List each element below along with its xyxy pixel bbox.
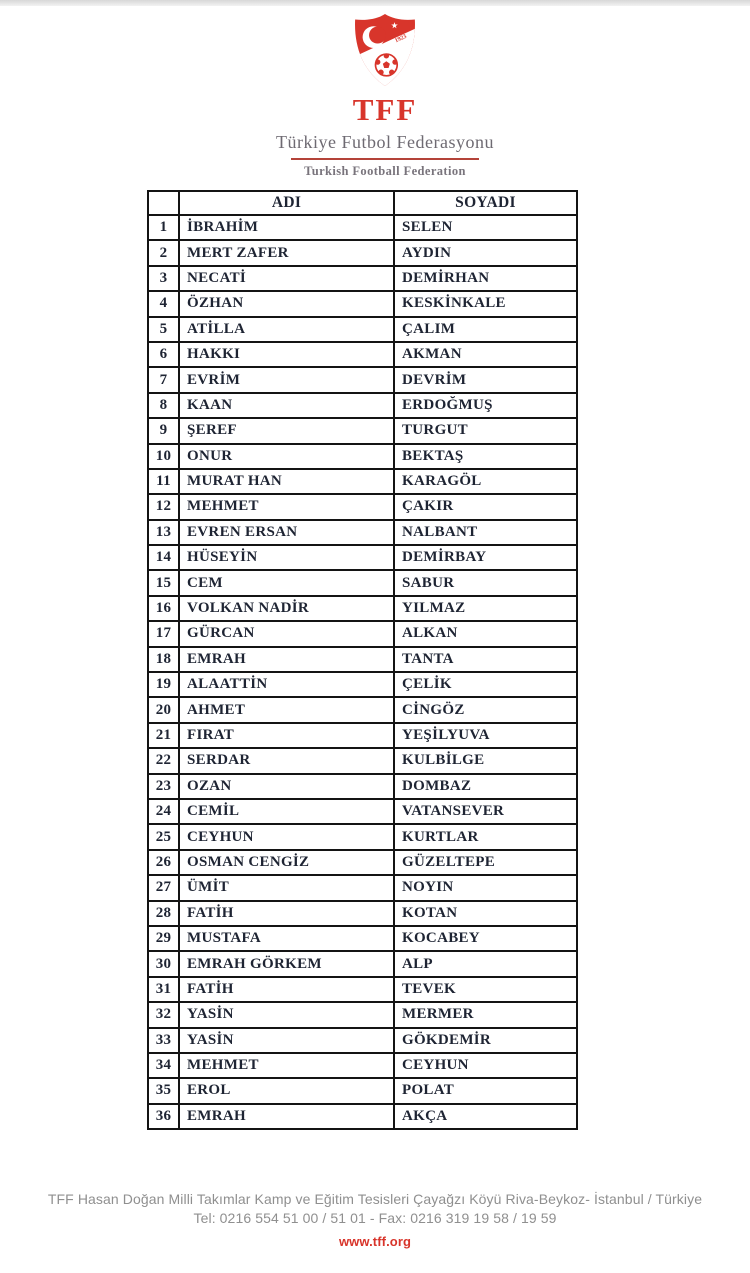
header-adi: ADI [179,191,394,215]
table-row [148,824,577,849]
table-row [148,418,577,443]
cell-soyadi: KARAGÖL [394,469,577,494]
cell-soyadi: SELEN [394,215,577,240]
tff-acronym: TFF [352,92,418,127]
cell-soyadi: TANTA [394,647,577,672]
tff-crest-icon [351,12,419,88]
cell-adi: FATİH [179,977,394,1002]
row-number: 7 [148,367,179,392]
cell-soyadi: DEMİRBAY [394,545,577,570]
table-row [148,570,577,595]
cell-adi: EMRAH [179,647,394,672]
table-row [148,1002,577,1027]
cell-adi: EMRAH [179,1104,394,1129]
row-number: 3 [148,266,179,291]
table-row [148,215,577,240]
table-row [148,596,577,621]
cell-soyadi: GÖKDEMİR [394,1028,577,1053]
footer-website-link[interactable]: www.tff.org [338,1234,412,1249]
cell-soyadi: BEKTAŞ [394,444,577,469]
row-number: 17 [148,621,179,646]
table-row [148,342,577,367]
cell-soyadi: AYDIN [394,240,577,265]
cell-adi: CEM [179,570,394,595]
cell-adi: ATİLLA [179,317,394,342]
table-row [148,774,577,799]
cell-soyadi: ALP [394,951,577,976]
row-number: 32 [148,1002,179,1027]
row-number: 15 [148,570,179,595]
cell-soyadi: SABUR [394,570,577,595]
row-number: 14 [148,545,179,570]
row-number: 20 [148,697,179,722]
table-row [148,317,577,342]
cell-soyadi: TURGUT [394,418,577,443]
table-row [148,647,577,672]
cell-soyadi: NOYIN [394,875,577,900]
cell-soyadi: POLAT [394,1078,577,1103]
row-number: 9 [148,418,179,443]
footer [0,1190,750,1251]
cell-soyadi: DOMBAZ [394,774,577,799]
cell-adi: KAAN [179,393,394,418]
row-number: 4 [148,291,179,316]
table-row [148,621,577,646]
row-number: 23 [148,774,179,799]
cell-soyadi: ÇAKIR [394,494,577,519]
cell-adi: OZAN [179,774,394,799]
row-number: 34 [148,1053,179,1078]
row-number: 24 [148,799,179,824]
cell-soyadi: DEMİRHAN [394,266,577,291]
cell-adi: İBRAHİM [179,215,394,240]
table-row [148,901,577,926]
cell-adi: EVREN ERSAN [179,520,394,545]
cell-soyadi: KOTAN [394,901,577,926]
scan-edge [0,0,750,6]
cell-soyadi: CEYHUN [394,1053,577,1078]
table-row [148,951,577,976]
cell-adi: HAKKI [179,342,394,367]
row-number: 21 [148,723,179,748]
cell-adi: ÖZHAN [179,291,394,316]
cell-adi: ÜMİT [179,875,394,900]
table-row [148,977,577,1002]
cell-adi: OSMAN CENGİZ [179,850,394,875]
row-number: 16 [148,596,179,621]
cell-soyadi: ERDOĞMUŞ [394,393,577,418]
table-row [148,1104,577,1129]
table-row [148,748,577,773]
cell-adi: EMRAH GÖRKEM [179,951,394,976]
cell-adi: EVRİM [179,367,394,392]
cell-adi: ALAATTİN [179,672,394,697]
row-number: 6 [148,342,179,367]
row-number: 26 [148,850,179,875]
row-number: 29 [148,926,179,951]
logo-divider [291,158,479,160]
row-number: 28 [148,901,179,926]
table-row [148,850,577,875]
table-row [148,799,577,824]
row-number: 11 [148,469,179,494]
row-number: 35 [148,1078,179,1103]
cell-soyadi: ALKAN [394,621,577,646]
cell-adi: YASİN [179,1028,394,1053]
row-number: 31 [148,977,179,1002]
row-number: 22 [148,748,179,773]
row-number: 25 [148,824,179,849]
cell-adi: MUSTAFA [179,926,394,951]
table-row [148,291,577,316]
cell-adi: GÜRCAN [179,621,394,646]
cell-adi: MERT ZAFER [179,240,394,265]
row-number: 36 [148,1104,179,1129]
table-row [148,444,577,469]
cell-soyadi: ÇALIM [394,317,577,342]
table-row [148,240,577,265]
cell-soyadi: KURTLAR [394,824,577,849]
header-number [148,191,179,215]
org-name-english: Turkish Football Federation [304,163,466,178]
row-number: 33 [148,1028,179,1053]
footer-phone-fax: Tel: 0216 554 51 00 / 51 01 - Fax: 0216 319 19 58 / 19 59 [193,1210,557,1226]
row-number: 10 [148,444,179,469]
table-row [148,469,577,494]
cell-adi: MURAT HAN [179,469,394,494]
cell-soyadi: KESKİNKALE [394,291,577,316]
cell-adi: MEHMET [179,1053,394,1078]
table-row [148,393,577,418]
table-row [148,1078,577,1103]
row-number: 18 [148,647,179,672]
table-row [148,875,577,900]
cell-soyadi: KOCABEY [394,926,577,951]
row-number: 5 [148,317,179,342]
cell-adi: NECATİ [179,266,394,291]
row-number: 30 [148,951,179,976]
roster-body [148,215,577,1129]
cell-soyadi: MERMER [394,1002,577,1027]
table-row [148,1053,577,1078]
cell-soyadi: YILMAZ [394,596,577,621]
cell-soyadi: CİNGÖZ [394,697,577,722]
row-number: 27 [148,875,179,900]
cell-adi: ONUR [179,444,394,469]
footer-address: TFF Hasan Doğan Milli Takımlar Kamp ve Eğitim Tesisleri Çayağzı Köyü Riva-Beykoz- İstanbul / Türkiye [47,1191,703,1207]
table-row [148,494,577,519]
row-number: 12 [148,494,179,519]
table-row [148,1028,577,1053]
cell-adi: EROL [179,1078,394,1103]
cell-adi: AHMET [179,697,394,722]
cell-soyadi: AKÇA [394,1104,577,1129]
table-row [148,367,577,392]
cell-adi: SERDAR [179,748,394,773]
cell-soyadi: TEVEK [394,977,577,1002]
cell-adi: ŞEREF [179,418,394,443]
cell-adi: YASİN [179,1002,394,1027]
cell-adi: CEYHUN [179,824,394,849]
row-number: 2 [148,240,179,265]
table-row [148,520,577,545]
cell-soyadi: DEVRİM [394,367,577,392]
cell-soyadi: NALBANT [394,520,577,545]
table-row [148,266,577,291]
cell-soyadi: GÜZELTEPE [394,850,577,875]
table-row [148,926,577,951]
cell-adi: FATİH [179,901,394,926]
cell-soyadi: AKMAN [394,342,577,367]
header-soyadi: SOYADI [394,191,577,215]
table-row [148,723,577,748]
tff-logo-block [10,12,750,179]
org-name-turkish: Türkiye Futbol Federasyonu [276,132,494,152]
cell-adi: MEHMET [179,494,394,519]
cell-adi: VOLKAN NADİR [179,596,394,621]
cell-adi: CEMİL [179,799,394,824]
roster-table [147,190,578,1130]
cell-soyadi: KULBİLGE [394,748,577,773]
cell-adi: HÜSEYİN [179,545,394,570]
cell-soyadi: VATANSEVER [394,799,577,824]
row-number: 8 [148,393,179,418]
cell-adi: FIRAT [179,723,394,748]
row-number: 1 [148,215,179,240]
table-row [148,672,577,697]
table-row [148,545,577,570]
row-number: 13 [148,520,179,545]
row-number: 19 [148,672,179,697]
cell-soyadi: ÇELİK [394,672,577,697]
table-row [148,697,577,722]
table-header-row [148,191,577,215]
cell-soyadi: YEŞİLYUVA [394,723,577,748]
svg-text:1923: 1923 [394,33,408,45]
